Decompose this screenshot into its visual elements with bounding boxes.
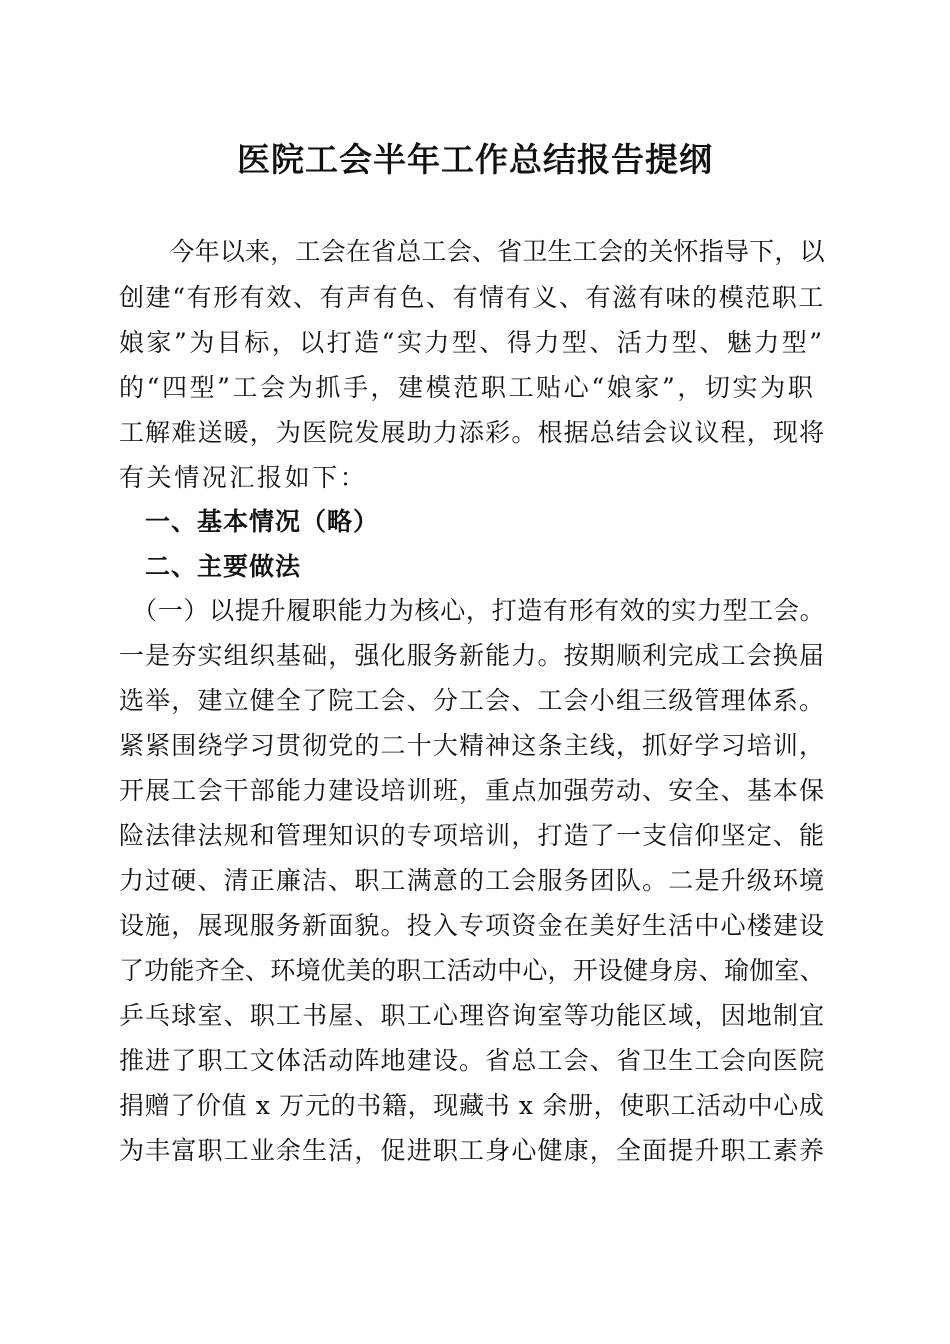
section-heading-basic: 一、基本情况（略） [119,507,380,536]
body-line: 力过硬、清正廉洁、职工满意的工会服务团队。二是升级环境 [119,866,826,895]
body-line: 了功能齐全、环境优美的职工活动中心，开设健身房、瑜伽室、 [119,956,825,985]
body-line: 选举，建立健全了院工会、分工会、工会小组三级管理体系。 [119,686,826,715]
body-line: 今年以来，工会在省总工会、省卫生工会的关怀指导下，以 [119,237,825,266]
body-line: 乒乓球室、职工书屋、职工心理咨询室等功能区域，因地制宜 [119,1001,826,1030]
document-title: 医院工会半年工作总结报告提纲 [237,140,713,179]
body-line: 娘家”为目标，以打造“实力型、得力型、活力型、魅力型” [119,328,825,357]
body-line: 工解难送暖，为医院发展助力添彩。根据总结会议议程，现将 [119,418,826,447]
body-line: 创建“有形有效、有声有色、有情有义、有滋有味的模范职工 [119,283,825,312]
body-line: 设施，展现服务新面貌。投入专项资金在美好生活中心楼建设 [119,911,826,940]
body-line: 紧紧围绕学习贯彻党的二十大精神这条主线，抓好学习培训， [119,731,826,760]
subsection-heading: （一）以提升履职能力为核心，打造有形有效的实力型工会。 [119,596,826,625]
body-line: 有关情况汇报如下： [119,463,368,492]
body-line: 开展工会干部能力建设培训班，重点加强劳动、安全、基本保 [119,776,826,805]
body-line: 推进了职工文体活动阵地建设。省总工会、省卫生工会向医院 [119,1046,826,1075]
section-heading-methods: 二、主要做法 [119,552,302,581]
body-line: 的“四型”工会为抓手，建模范职工贴心“娘家”，切实为职 [119,373,816,402]
body-line: 险法律法规和管理知识的专项培训，打造了一支信仰坚定、能 [119,821,826,850]
body-line: 捐赠了价值 x 万元的书籍，现藏书 x 余册，使职工活动中心成 [119,1091,825,1120]
body-line: 为丰富职工业余生活，促进职工身心健康，全面提升职工素养 [119,1136,826,1165]
body-line: 一是夯实组织基础，强化服务新能力。按期顺利完成工会换届 [119,641,826,670]
